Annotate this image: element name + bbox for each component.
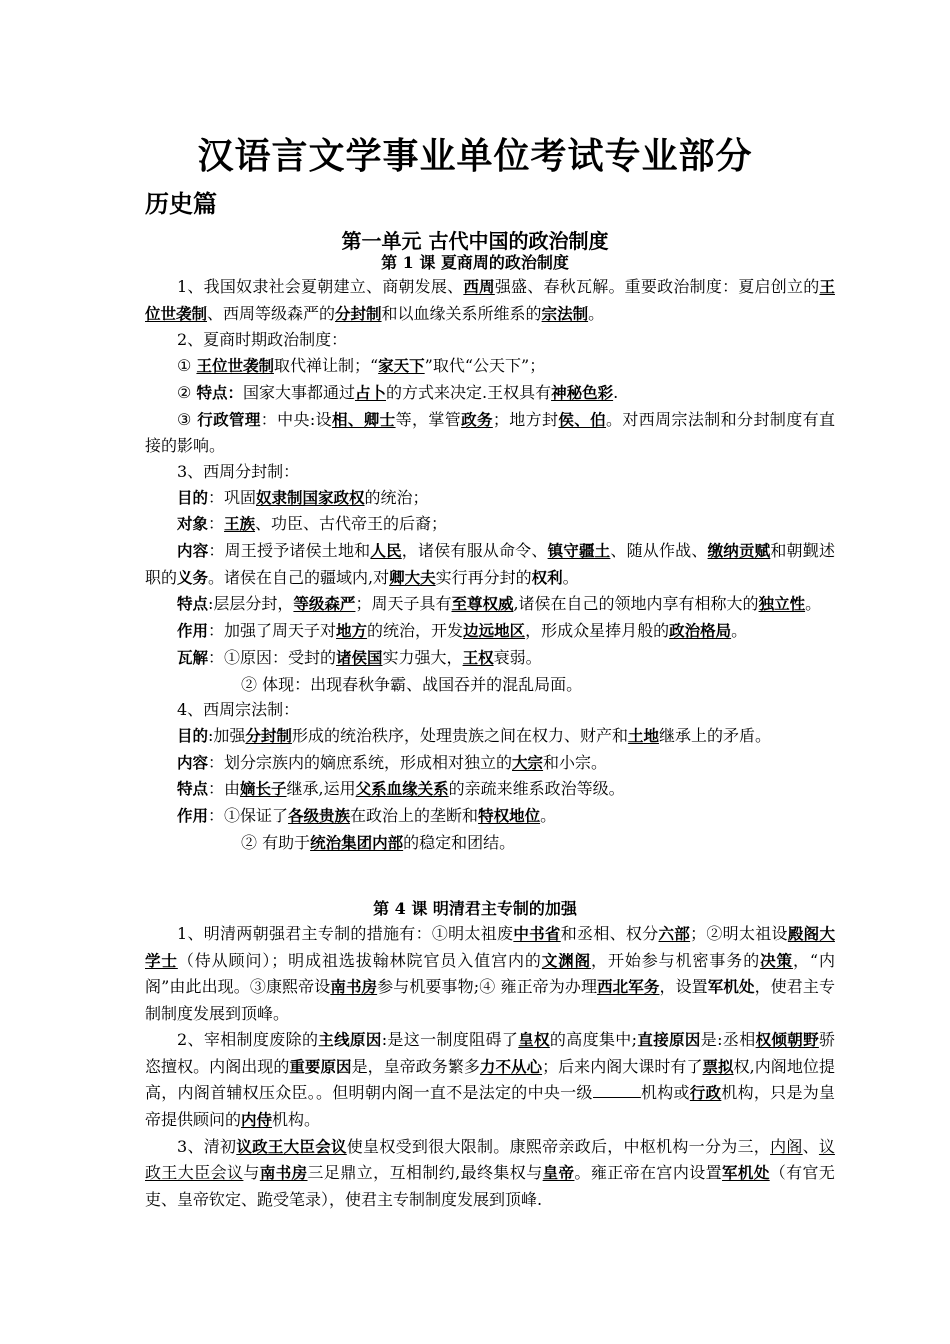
paragraph: 目的：巩固奴隶制国家政权的统治； [177, 487, 429, 507]
document-title: 汉语言文学事业单位考试专业部分 [197, 136, 753, 177]
paragraph: 2、宰相制度废除的主线原因:是这一制度阻碍了皇权的高度集中;直接原因是:丞相权倾朝野骄恣擅权。内阁出现的重要原因是，皇帝政务繁多力不从心；后来内阁大课时有了票拟权,内阁地位提高，内阁首辅权压众臣。。但明朝内阁一直不是法定的中央一级 机构或行政机构，只是为皇帝提供顾问的内侍机构。 [145, 1029, 835, 1129]
paragraph: 2、夏商时期政治制度： [177, 330, 348, 350]
lesson-4-body [145, 921, 835, 1213]
fill-blank [593, 1083, 641, 1098]
paragraph: ② 有助于统治集团内部的稳定和团结。 [241, 832, 516, 852]
paragraph: 瓦解：①原因：受封的诸侯国实力强大，王权衰弱。 [177, 647, 542, 667]
paragraph: 作用：加强了周天子对地方的统治，开发边远地区，形成众星捧月般的政治格局。 [177, 621, 748, 641]
paragraph: 作用：①保证了各级贵族在政治上的垄断和特权地位。 [177, 806, 557, 826]
paragraph: ① 王位世袭制取代禅让制；“家天下”取代“公天下”； [177, 356, 546, 376]
paragraph: 3、西周分封制： [177, 461, 300, 481]
lesson-1-body [145, 274, 835, 856]
lesson-heading-4: 第 4 课 明清君主专制的加强 [373, 899, 577, 918]
paragraph: 3、清初议政王大臣会议使皇权受到很大限制。康熙帝亲政后，中枢机构一分为三，内阁、议政王大臣会议与南书房三足鼎立，互相制约,最终集权与皇帝。雍正帝在宫内设置军机处（有官无吏、皇帝钦定、跪受笔录），使君主专制制度发展到顶峰. [145, 1136, 835, 1210]
paragraph: 1、明清两朝强君主专制的措施有：①明太祖废中书省和丞相、权分六部；②明太祖设殿阁大学士（侍从顾问）；明成祖选拔翰林院官员入值宫内的文渊阁，开始参与机密事务的决策，“内阁”由此出现。③康熙帝设南书房参与机要事物;④ 雍正帝为办理西北军务，设置军机处，使君主专制制度发展到顶峰。 [145, 924, 835, 1024]
paragraph: 内容：划分宗族内的嫡庶系统，形成相对独立的大宗和小宗。 [177, 752, 608, 772]
paragraph: 目的:加强分封制形成的统治秩序，处理贵族之间在权力、财产和土地继承上的矛盾。 [177, 725, 771, 745]
paragraph: 特点：由嫡长子继承,运用父系血缘关系的亲疏来维系政治等级。 [177, 779, 625, 799]
paragraph: ③ 行政管理：中央:设相、卿士等，掌管政务；地方封侯、伯。对西周宗法制和分封制度有直接的影响。 [145, 409, 835, 456]
paragraph: 4、西周宗法制： [177, 700, 300, 720]
paragraph: 内容：周王授予诸侯土地和人民，诸侯有服从命令、镇守疆土、随从作战、缴纳贡赋和朝觐述职的义务。诸侯在自己的疆域内,对卿大夫实行再分封的权利。 [145, 541, 835, 587]
paragraph: 1、我国奴隶社会夏朝建立、商朝发展、西周强盛、春秋瓦解。重要政治制度：夏启创立的王位世袭制、西周等级森严的分封制和以血缘关系所维系的宗法制。 [145, 277, 835, 323]
section-heading: 历史篇 [145, 190, 217, 218]
paragraph: ② 特点：国家大事都通过占卜的方式来决定.王权具有神秘色彩. [177, 382, 619, 402]
paragraph: ② 体现：出现春秋争霸、战国吞并的混乱局面。 [241, 674, 583, 694]
unit-heading: 第一单元 古代中国的政治制度 [341, 229, 609, 253]
lesson-heading-1: 第 1 课 夏商周的政治制度 [381, 253, 569, 272]
paragraph: 对象：王族、功臣、古代帝王的后裔； [177, 514, 448, 534]
paragraph: 特点:层层分封，等级森严；周天子具有至尊权威,诸侯在自己的领地内享有相称大的独立性。 [177, 594, 822, 614]
